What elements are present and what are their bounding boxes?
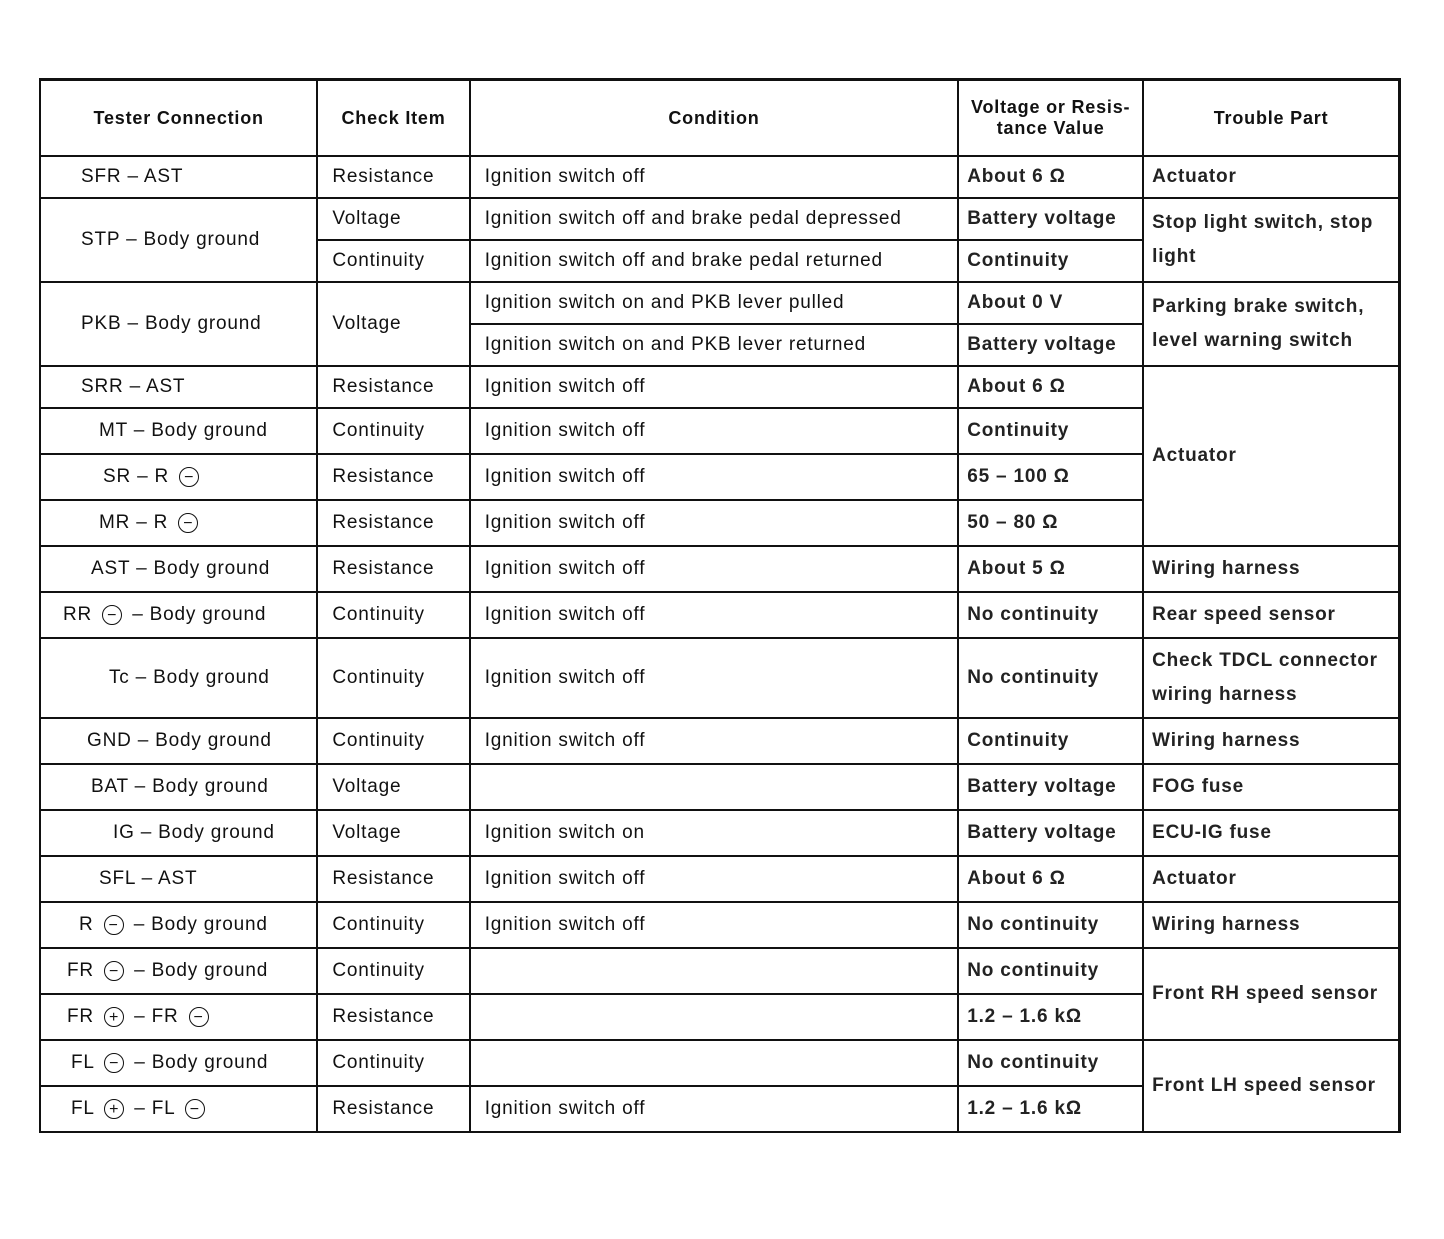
table-row (40, 718, 1400, 764)
table-row (40, 546, 1400, 592)
trouble-part-cell: Front LH speed sensor (1143, 1040, 1399, 1132)
check-item-cell: Continuity (317, 408, 469, 454)
negative-terminal-icon: − (104, 961, 124, 981)
table-row (40, 856, 1400, 902)
check-item-cell: Resistance (317, 454, 469, 500)
tester-connection-cell: BAT – Body ground (40, 764, 317, 810)
table-row (40, 948, 1400, 994)
table-row (40, 1040, 1400, 1086)
tester-connection-cell: SRR – AST (40, 366, 317, 408)
trouble-part-cell: ECU-IG fuse (1143, 810, 1399, 856)
check-item-cell: Resistance (317, 366, 469, 408)
tester-connection-cell (40, 994, 317, 1040)
value-cell: About 5 Ω (958, 546, 1143, 592)
check-item-cell: Voltage (317, 810, 469, 856)
connection-label: FR (67, 960, 94, 981)
value-cell: Continuity (958, 408, 1143, 454)
trouble-part-cell: Wiring harness (1143, 902, 1399, 948)
condition-cell (470, 1040, 959, 1086)
value-cell: 50 – 80 Ω (958, 500, 1143, 546)
tester-connection-table (39, 78, 1401, 1133)
connection-label: RR (63, 604, 93, 625)
tester-connection-cell (40, 454, 317, 500)
check-item-cell: Continuity (317, 718, 469, 764)
check-item-cell: Voltage (317, 764, 469, 810)
tester-connection-cell: Tc – Body ground (40, 638, 317, 718)
value-cell: About 0 V (958, 282, 1143, 324)
trouble-part-cell: Actuator (1143, 156, 1399, 198)
connection-label: SR – R (103, 466, 170, 487)
value-cell: No continuity (958, 592, 1143, 638)
tester-connection-cell: SFL – AST (40, 856, 317, 902)
condition-cell: Ignition switch off (470, 156, 959, 198)
check-item-cell: Resistance (317, 500, 469, 546)
header-tester-connection: Tester Connection (40, 80, 317, 157)
trouble-part-cell: Actuator (1143, 366, 1399, 546)
trouble-part-cell: Wiring harness (1143, 718, 1399, 764)
table-row (40, 198, 1400, 240)
value-cell: Continuity (958, 240, 1143, 282)
condition-cell (470, 948, 959, 994)
trouble-part-cell: Actuator (1143, 856, 1399, 902)
positive-terminal-icon: + (104, 1007, 124, 1027)
value-cell: About 6 Ω (958, 156, 1143, 198)
connection-label: R (79, 914, 94, 935)
condition-cell: Ignition switch off (470, 856, 959, 902)
connection-label: – Body ground (134, 960, 269, 981)
trouble-part-cell: Wiring harness (1143, 546, 1399, 592)
check-item-cell: Resistance (317, 156, 469, 198)
tester-connection-cell: SFR – AST (40, 156, 317, 198)
condition-cell (470, 764, 959, 810)
diagnosis-table-container (39, 78, 1401, 1133)
negative-terminal-icon: − (104, 915, 124, 935)
check-item-cell: Continuity (317, 240, 469, 282)
trouble-part-cell: Front RH speed sensor (1143, 948, 1399, 1040)
condition-cell: Ignition switch off (470, 500, 959, 546)
connection-label: – Body ground (134, 1052, 269, 1073)
condition-cell: Ignition switch off (470, 902, 959, 948)
value-cell: No continuity (958, 948, 1143, 994)
header-value: Voltage or Resis-tance Value (958, 80, 1143, 157)
tester-connection-cell: IG – Body ground (40, 810, 317, 856)
trouble-part-cell: Check TDCL connector wiring harness (1143, 638, 1399, 718)
condition-cell: Ignition switch off (470, 454, 959, 500)
value-cell: Battery voltage (958, 810, 1143, 856)
positive-terminal-icon: + (104, 1099, 124, 1119)
table-row (40, 810, 1400, 856)
condition-cell: Ignition switch on and PKB lever pulled (470, 282, 959, 324)
value-cell: Continuity (958, 718, 1143, 764)
condition-cell: Ignition switch off and brake pedal returned (470, 240, 959, 282)
connection-label: MR – R (99, 512, 169, 533)
tester-connection-cell: AST – Body ground (40, 546, 317, 592)
check-item-cell: Resistance (317, 546, 469, 592)
check-item-cell: Continuity (317, 1040, 469, 1086)
condition-cell: Ignition switch off (470, 366, 959, 408)
condition-cell: Ignition switch off (470, 408, 959, 454)
connection-label: – Body ground (133, 914, 268, 935)
header-check-item: Check Item (317, 80, 469, 157)
value-cell: 1.2 – 1.6 kΩ (958, 994, 1143, 1040)
negative-terminal-icon: − (178, 513, 198, 533)
table-row (40, 592, 1400, 638)
value-cell: No continuity (958, 1040, 1143, 1086)
condition-cell: Ignition switch off (470, 592, 959, 638)
tester-connection-cell (40, 902, 317, 948)
header-row (40, 80, 1400, 157)
tester-connection-cell (40, 1086, 317, 1132)
condition-cell: Ignition switch on and PKB lever returned (470, 324, 959, 366)
negative-terminal-icon: − (185, 1099, 205, 1119)
value-cell: 65 – 100 Ω (958, 454, 1143, 500)
tester-connection-cell: PKB – Body ground (40, 282, 317, 366)
check-item-cell: Resistance (317, 856, 469, 902)
condition-cell: Ignition switch off and brake pedal depressed (470, 198, 959, 240)
value-cell: 1.2 – 1.6 kΩ (958, 1086, 1143, 1132)
condition-cell: Ignition switch off (470, 718, 959, 764)
tester-connection-cell: STP – Body ground (40, 198, 317, 282)
header-condition: Condition (470, 80, 959, 157)
check-item-cell: Resistance (317, 994, 469, 1040)
table-row (40, 282, 1400, 324)
tester-connection-cell (40, 1040, 317, 1086)
connection-label: FL (71, 1052, 95, 1073)
connection-label: – FL (134, 1098, 175, 1119)
negative-terminal-icon: − (102, 605, 122, 625)
value-cell: Battery voltage (958, 198, 1143, 240)
condition-cell: Ignition switch off (470, 638, 959, 718)
condition-cell: Ignition switch on (470, 810, 959, 856)
check-item-cell: Voltage (317, 198, 469, 240)
check-item-cell: Continuity (317, 638, 469, 718)
tester-connection-cell (40, 500, 317, 546)
trouble-part-cell: Rear speed sensor (1143, 592, 1399, 638)
condition-cell: Ignition switch off (470, 546, 959, 592)
check-item-cell: Continuity (317, 902, 469, 948)
connection-label: FR (67, 1006, 94, 1027)
tester-connection-cell (40, 948, 317, 994)
table-row (40, 156, 1400, 198)
value-cell: About 6 Ω (958, 366, 1143, 408)
table-row (40, 902, 1400, 948)
value-cell: No continuity (958, 638, 1143, 718)
trouble-part-cell: Stop light switch, stop light (1143, 198, 1399, 282)
connection-label: – FR (134, 1006, 179, 1027)
condition-cell: Ignition switch off (470, 1086, 959, 1132)
table-row (40, 638, 1400, 718)
trouble-part-cell: FOG fuse (1143, 764, 1399, 810)
connection-label: – Body ground (132, 604, 267, 625)
condition-cell (470, 994, 959, 1040)
negative-terminal-icon: − (104, 1053, 124, 1073)
value-cell: Battery voltage (958, 764, 1143, 810)
trouble-part-cell: Parking brake switch, level warning switch (1143, 282, 1399, 366)
value-cell: About 6 Ω (958, 856, 1143, 902)
check-item-cell: Resistance (317, 1086, 469, 1132)
check-item-cell: Voltage (317, 282, 469, 366)
connection-label: FL (71, 1098, 95, 1119)
header-trouble-part: Trouble Part (1143, 80, 1399, 157)
tester-connection-cell: MT – Body ground (40, 408, 317, 454)
table-row (40, 764, 1400, 810)
check-item-cell: Continuity (317, 948, 469, 994)
negative-terminal-icon: − (179, 467, 199, 487)
tester-connection-cell: GND – Body ground (40, 718, 317, 764)
negative-terminal-icon: − (189, 1007, 209, 1027)
value-cell: No continuity (958, 902, 1143, 948)
value-cell: Battery voltage (958, 324, 1143, 366)
check-item-cell: Continuity (317, 592, 469, 638)
table-row (40, 366, 1400, 408)
tester-connection-cell (40, 592, 317, 638)
